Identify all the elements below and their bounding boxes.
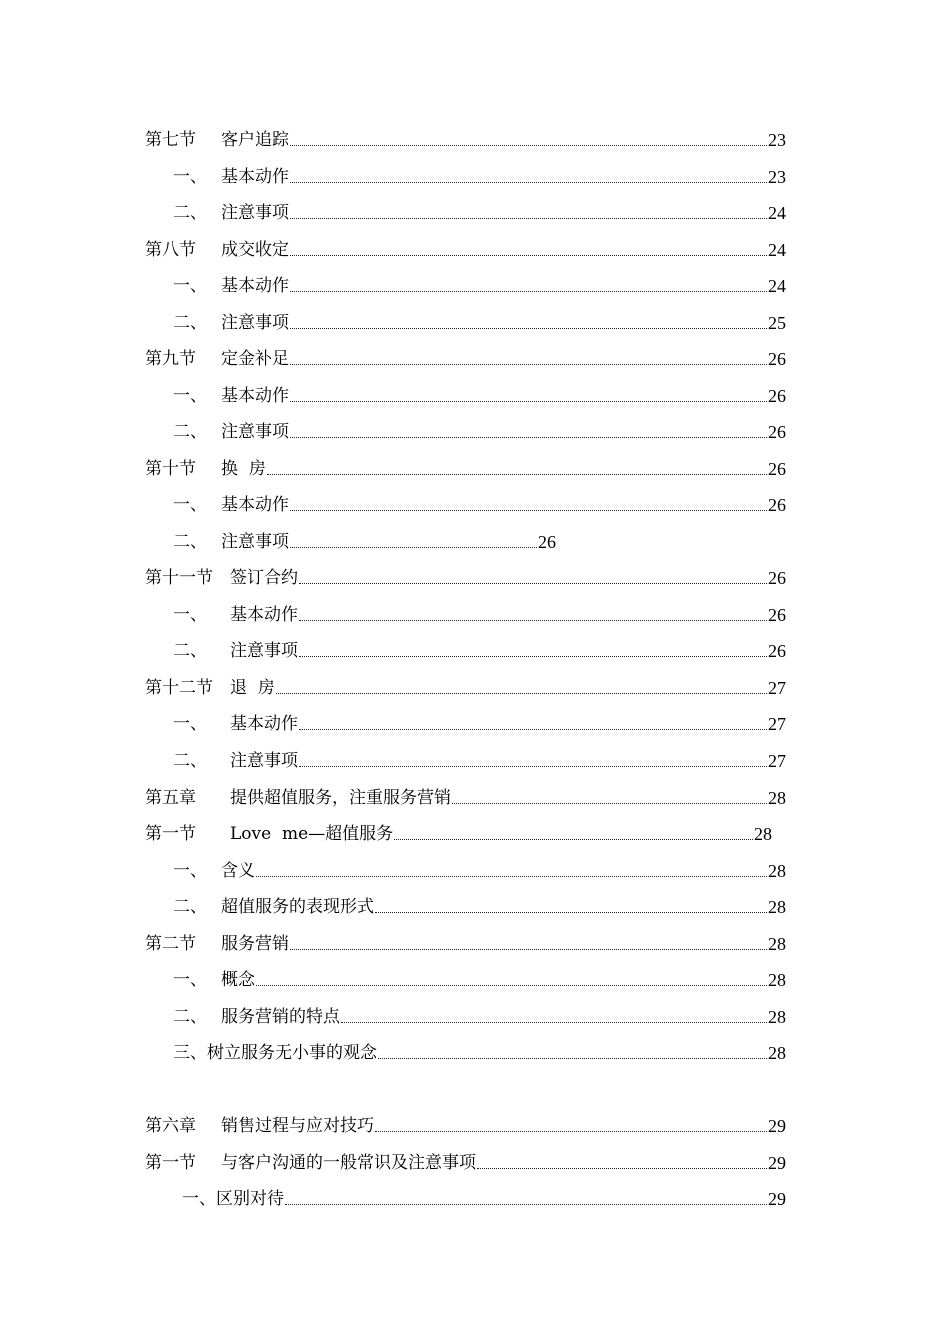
toc-entry-number: 二、 — [173, 897, 207, 917]
toc-leader-dots — [394, 839, 753, 840]
toc-entry[interactable] — [145, 236, 786, 260]
toc-entry-number: 一、 — [173, 970, 207, 990]
toc-entry-number: 第二节 — [145, 934, 196, 954]
toc-entry-number: 一、 — [173, 605, 207, 625]
toc-leader-dots — [290, 547, 537, 548]
toc-leader-dots — [267, 474, 767, 475]
toc-entry[interactable] — [173, 747, 786, 771]
toc-entry-page-number: 27 — [768, 751, 786, 771]
toc-entry-page-number: 28 — [768, 934, 786, 954]
toc-entry-title: 超值服务的表现形式 — [221, 897, 374, 917]
toc-entry-number: 第十二节 — [145, 678, 213, 698]
toc-entry-title: 注意事项 — [230, 751, 298, 771]
toc-entry-number: 二、 — [173, 313, 207, 333]
toc-entry-number: 第五章 — [145, 788, 196, 808]
toc-entry-page-number: 27 — [768, 714, 786, 734]
toc-entry-title: 基本动作 — [221, 167, 289, 187]
toc-leader-dots — [299, 766, 767, 767]
toc-entry[interactable] — [173, 528, 556, 552]
toc-entry-page-number: 28 — [768, 970, 786, 990]
toc-entry-page-number: 26 — [768, 349, 786, 369]
toc-entry-title: 服务营销的特点 — [221, 1007, 340, 1027]
toc-entry-page-number: 24 — [768, 276, 786, 296]
toc-entry-page-number: 26 — [768, 568, 786, 588]
toc-leader-dots — [299, 583, 767, 584]
toc-entry-title: 含义 — [221, 861, 255, 881]
toc-entry-title: 与客户沟通的一般常识及注意事项 — [221, 1153, 476, 1173]
toc-leader-dots — [378, 1058, 767, 1059]
toc-entry-number: 一、 — [173, 276, 207, 296]
toc-entry-title: 退 房 — [230, 678, 275, 698]
toc-entry-page-number: 28 — [754, 824, 772, 844]
toc-entry[interactable] — [145, 126, 786, 150]
toc-entry-page-number: 23 — [768, 167, 786, 187]
toc-entry-title: 基本动作 — [221, 276, 289, 296]
toc-entry[interactable] — [173, 199, 786, 223]
toc-entry-title: 基本动作 — [221, 495, 289, 515]
toc-leader-dots — [290, 328, 767, 329]
toc-entry[interactable] — [173, 1039, 786, 1063]
toc-leader-dots — [375, 912, 767, 913]
toc-entry-number: 第六章 — [145, 1116, 196, 1136]
toc-entry[interactable] — [173, 601, 786, 625]
toc-leader-dots — [290, 364, 767, 365]
toc-leader-dots — [299, 729, 767, 730]
toc-entry-title: 一、区别对待 — [182, 1189, 284, 1209]
toc-entry[interactable] — [145, 674, 786, 698]
toc-leader-dots — [290, 255, 767, 256]
toc-entry[interactable] — [145, 930, 786, 954]
toc-entry-number: 二、 — [173, 532, 207, 552]
toc-leader-dots — [290, 182, 767, 183]
toc-entry-page-number: 26 — [768, 459, 786, 479]
toc-leader-dots — [276, 693, 767, 694]
toc-entry-page-number: 24 — [768, 240, 786, 260]
toc-entry-number: 二、 — [173, 422, 207, 442]
toc-entry[interactable] — [182, 1185, 786, 1209]
toc-entry-title: 定金补足 — [221, 349, 289, 369]
toc-entry-title: 注意事项 — [221, 422, 289, 442]
toc-entry-number: 第八节 — [145, 240, 196, 260]
toc-entry[interactable] — [173, 309, 786, 333]
toc-entry-page-number: 27 — [768, 678, 786, 698]
toc-entry-number: 二、 — [173, 641, 207, 661]
toc-entry-page-number: 24 — [768, 203, 786, 223]
toc-entry-page-number: 28 — [768, 861, 786, 881]
toc-entry[interactable] — [145, 564, 786, 588]
toc-entry[interactable] — [145, 455, 786, 479]
toc-leader-dots — [285, 1204, 767, 1205]
toc-entry-title: Love me—超值服务 — [230, 824, 394, 844]
toc-entry[interactable] — [145, 820, 772, 844]
toc-entry[interactable] — [173, 637, 786, 661]
toc-entry-number: 第十节 — [145, 459, 196, 479]
toc-entry-page-number: 28 — [768, 788, 786, 808]
toc-entry[interactable] — [145, 1149, 786, 1173]
toc-leader-dots — [256, 985, 767, 986]
toc-entry[interactable] — [145, 345, 786, 369]
toc-entry-title: 基本动作 — [221, 386, 289, 406]
toc-entry-number: 第一节 — [145, 1153, 196, 1173]
toc-entry[interactable] — [145, 1112, 786, 1136]
toc-entry-title: 注意事项 — [221, 203, 289, 223]
toc-entry-title: 基本动作 — [230, 605, 298, 625]
toc-entry-title: 成交收定 — [221, 240, 289, 260]
toc-leader-dots — [375, 1131, 767, 1132]
toc-entry[interactable] — [173, 272, 786, 296]
toc-leader-dots — [290, 510, 767, 511]
toc-entry-page-number: 28 — [768, 1043, 786, 1063]
toc-entry-page-number: 29 — [768, 1116, 786, 1136]
toc-entry-page-number: 28 — [768, 897, 786, 917]
toc-entry-title: 三、树立服务无小事的观念 — [173, 1043, 377, 1063]
toc-entry-number: 一、 — [173, 714, 207, 734]
toc-entry[interactable] — [173, 966, 786, 990]
toc-entry-title: 换 房 — [221, 459, 266, 479]
toc-entry[interactable] — [173, 491, 786, 515]
toc-entry-page-number: 26 — [768, 641, 786, 661]
toc-entry-page-number: 26 — [538, 532, 556, 552]
toc-entry-page-number: 26 — [768, 605, 786, 625]
toc-leader-dots — [299, 656, 767, 657]
toc-leader-dots — [290, 218, 767, 219]
toc-entry-title: 注意事项 — [221, 313, 289, 333]
toc-entry[interactable] — [145, 784, 786, 808]
toc-entry-title: 客户追踪 — [221, 130, 289, 150]
toc-entry[interactable] — [173, 163, 786, 187]
toc-entry-page-number: 28 — [768, 1007, 786, 1027]
toc-entry[interactable] — [173, 893, 786, 917]
toc-leader-dots — [452, 803, 767, 804]
toc-leader-dots — [477, 1168, 767, 1169]
toc-entry-title: 服务营销 — [221, 934, 289, 954]
toc-entry[interactable] — [173, 1003, 786, 1027]
toc-entry-number: 二、 — [173, 203, 207, 223]
toc-entry-number: 一、 — [173, 495, 207, 515]
toc-entry-title: 销售过程与应对技巧 — [221, 1116, 374, 1136]
toc-entry-page-number: 26 — [768, 386, 786, 406]
toc-entry-number: 一、 — [173, 386, 207, 406]
toc-entry-number: 二、 — [173, 1007, 207, 1027]
toc-entry-page-number: 29 — [768, 1189, 786, 1209]
toc-entry-number: 二、 — [173, 751, 207, 771]
toc-entry-page-number: 29 — [768, 1153, 786, 1173]
toc-leader-dots — [290, 145, 767, 146]
toc-entry-number: 第九节 — [145, 349, 196, 369]
toc-entry-number: 一、 — [173, 861, 207, 881]
toc-entry-number: 第十一节 — [145, 568, 213, 588]
toc-entry[interactable] — [173, 857, 786, 881]
toc-entry-title: 基本动作 — [230, 714, 298, 734]
toc-entry[interactable] — [173, 382, 786, 406]
toc-leader-dots — [290, 949, 767, 950]
toc-entry-page-number: 23 — [768, 130, 786, 150]
toc-entry-title: 注意事项 — [230, 641, 298, 661]
toc-entry[interactable] — [173, 710, 786, 734]
toc-leader-dots — [299, 620, 767, 621]
toc-entry-number: 第一节 — [145, 824, 196, 844]
toc-entry[interactable] — [173, 418, 786, 442]
toc-leader-dots — [290, 401, 767, 402]
toc-leader-dots — [290, 291, 767, 292]
toc-entry-number: 第七节 — [145, 130, 196, 150]
toc-entry-number: 一、 — [173, 167, 207, 187]
toc-leader-dots — [341, 1022, 767, 1023]
toc-entry-page-number: 26 — [768, 495, 786, 515]
toc-leader-dots — [256, 876, 767, 877]
toc-entry-title: 注意事项 — [221, 532, 289, 552]
toc-entry-title: 概念 — [221, 970, 255, 990]
toc-entry-title: 签订合约 — [230, 568, 298, 588]
toc-leader-dots — [290, 437, 767, 438]
toc-entry-page-number: 25 — [768, 313, 786, 333]
toc-entry-page-number: 26 — [768, 422, 786, 442]
toc-entry-title: 提供超值服务，注重服务营销 — [230, 788, 451, 808]
